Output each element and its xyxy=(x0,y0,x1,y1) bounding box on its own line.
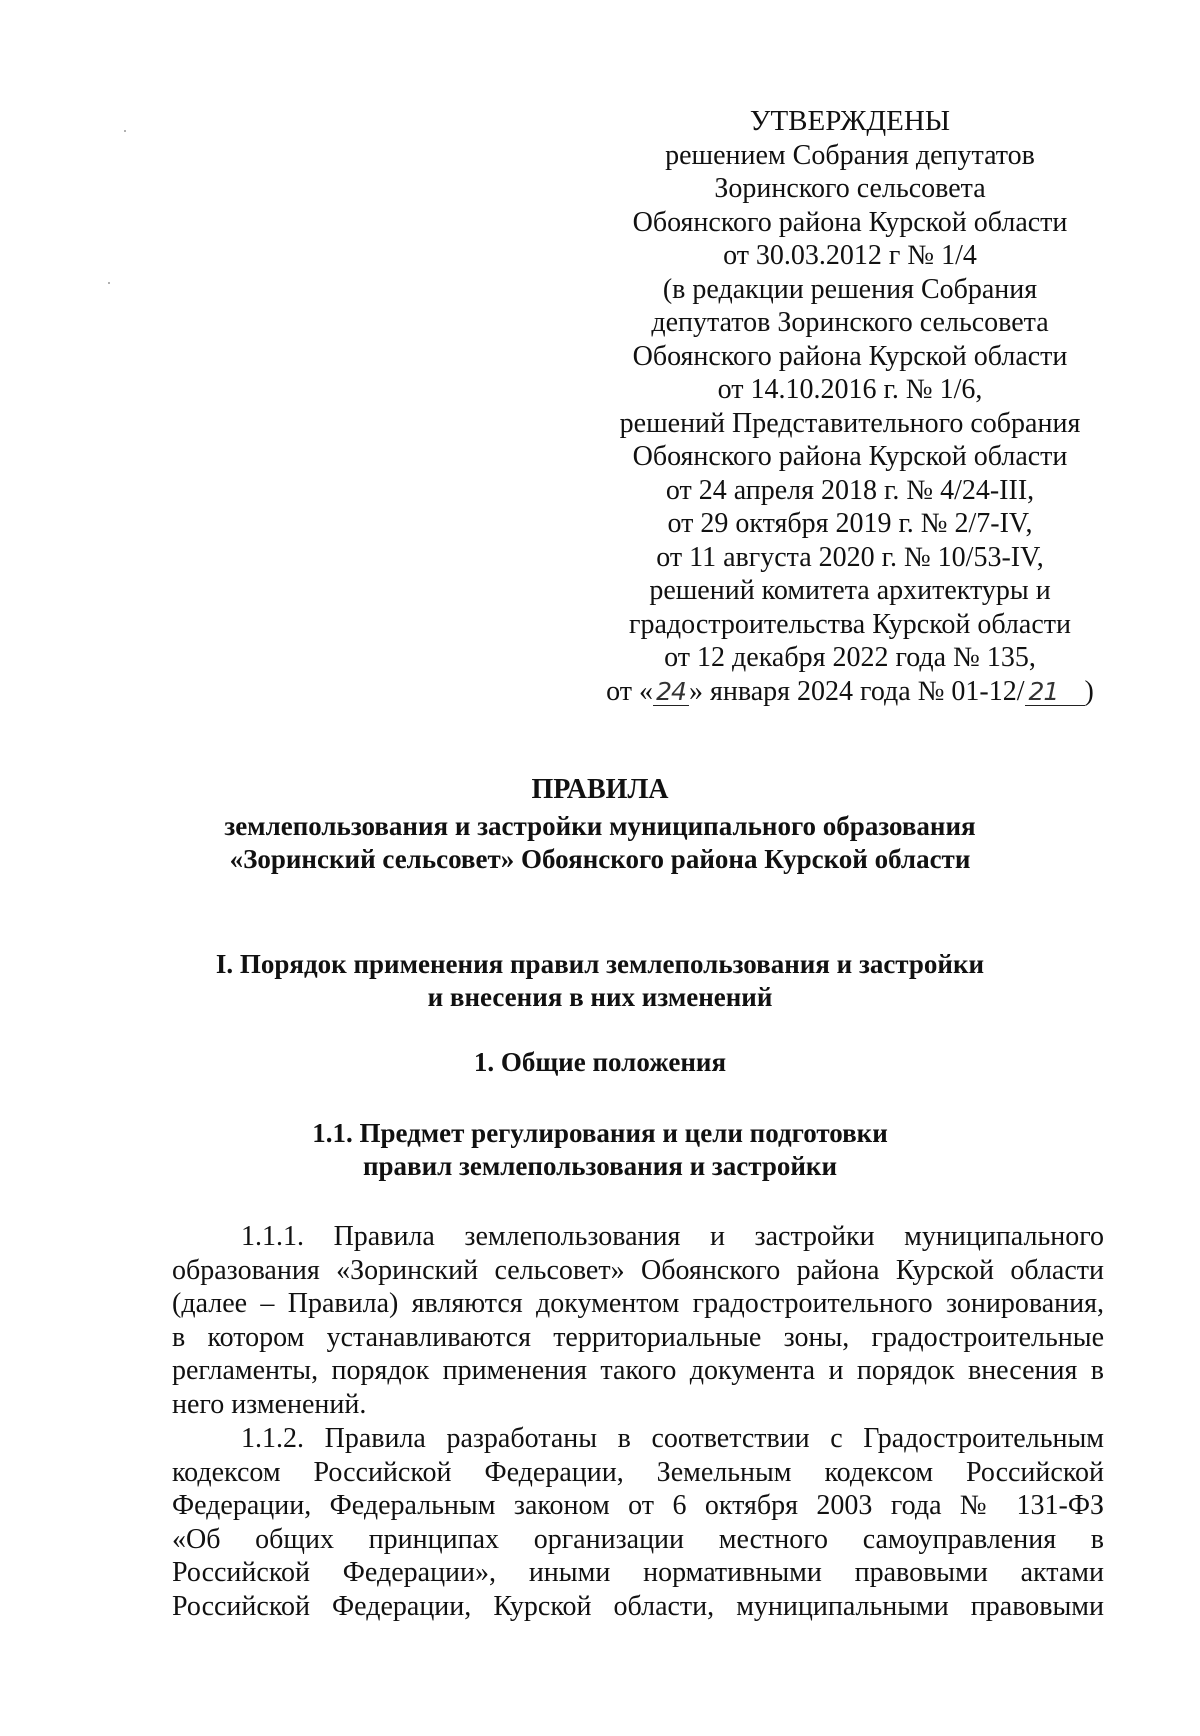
paragraph-line: кодексом Российской Федерации, Земельным кодексом Российской xyxy=(172,1456,1104,1488)
paragraph-line: Российской Федерации, Курской области, муниципальными правовыми xyxy=(172,1590,1104,1622)
title-sub-line: «Зоринский сельсовет» Обоянского района Курской области xyxy=(229,844,971,874)
title-sub-line: землепользования и застройки муниципального образования xyxy=(224,811,976,841)
last-line-prefix: от « xyxy=(606,675,654,707)
paragraph-line: регламенты, порядок применения такого документа и порядок внесения в xyxy=(172,1355,1104,1386)
approval-block xyxy=(560,105,1140,708)
subsection-heading xyxy=(140,1046,1060,1079)
last-line-middle: » января 2024 года № 01-12/ xyxy=(689,675,1025,707)
paragraph-line: 1.1.1. Правила землепользования и застройки муниципального xyxy=(241,1221,1104,1252)
paragraph-line: него изменений. xyxy=(172,1388,367,1420)
section-heading-line: и внесения в них изменений xyxy=(427,982,773,1012)
approval-line: от 12 декабря 2022 года № 135, xyxy=(664,642,1036,673)
approval-line: от 30.03.2012 г № 1/4 xyxy=(723,240,977,271)
subsubsection-heading-line: 1.1. Предмет регулирования и цели подготовки xyxy=(312,1118,888,1148)
subsubsection-heading xyxy=(140,1117,1060,1183)
document-title xyxy=(140,773,1060,806)
paragraph-line: образования «Зоринский сельсовет» Обоянского района Курской области xyxy=(172,1254,1104,1286)
approval-line: депутатов Зоринского сельсовета xyxy=(651,307,1049,338)
title-main: ПРАВИЛА xyxy=(531,774,669,805)
section-heading xyxy=(140,948,1060,1014)
paragraph-line: «Об общих принципах организации местного самоуправления в xyxy=(172,1523,1104,1555)
approval-line: Обоянского района Курской области xyxy=(632,340,1068,372)
approval-line: решением Собрания депутатов xyxy=(665,139,1035,171)
paragraph-line: 1.1.2. Правила разработаны в соответствии с Градостроительным xyxy=(241,1423,1104,1454)
paragraph-line: в котором устанавливаются территориальные зоны, градостроительные xyxy=(172,1321,1104,1353)
paragraph-1-1-1 xyxy=(172,1220,1104,1421)
approval-line: градостроительства Курской области xyxy=(629,608,1071,640)
handwritten-day: 24 xyxy=(653,679,689,706)
approval-line: решений комитета архитектуры и xyxy=(649,575,1051,606)
subsubsection-heading-line: правил землепользования и застройки xyxy=(362,1151,838,1181)
approval-line: от 11 августа 2020 г. № 10/53-IV, xyxy=(656,541,1044,573)
scan-speck xyxy=(124,130,126,132)
approval-line: Обоянского района Курской области xyxy=(632,206,1068,238)
approval-line: Зоринского сельсовета xyxy=(714,173,986,204)
approval-line: Обоянского района Курской области xyxy=(632,441,1068,472)
approval-line: от 14.10.2016 г. № 1/6, xyxy=(717,374,983,405)
section-heading-line: I. Порядок применения правил землепользования и застройки xyxy=(215,949,985,979)
approval-heading: УТВЕРЖДЕНЫ xyxy=(749,105,951,137)
scan-speck xyxy=(108,282,110,284)
subsection-heading-line: 1. Общие положения xyxy=(473,1047,727,1077)
document-subtitle xyxy=(140,810,1060,876)
last-line-suffix: ) xyxy=(1084,675,1094,707)
approval-line: решений Представительного собрания xyxy=(619,407,1081,439)
handwritten-number: 21 xyxy=(1025,679,1085,706)
approval-line: (в редакции решения Собрания xyxy=(662,273,1038,305)
approval-line: от 29 октября 2019 г. № 2/7-IV, xyxy=(667,508,1033,539)
paragraph-line: (далее – Правила) являются документом градостроительного зонирования, xyxy=(172,1288,1104,1319)
paragraph-line: Федерации, Федеральным законом от 6 октября 2003 года № 131-ФЗ xyxy=(172,1490,1104,1521)
paragraph-line: Российской Федерации», иными нормативными правовыми актами xyxy=(172,1557,1104,1588)
approval-last-line xyxy=(560,675,1140,709)
approval-line: от 24 апреля 2018 г. № 4/24-III, xyxy=(665,474,1035,506)
paragraph-1-1-2 xyxy=(172,1422,1104,1623)
